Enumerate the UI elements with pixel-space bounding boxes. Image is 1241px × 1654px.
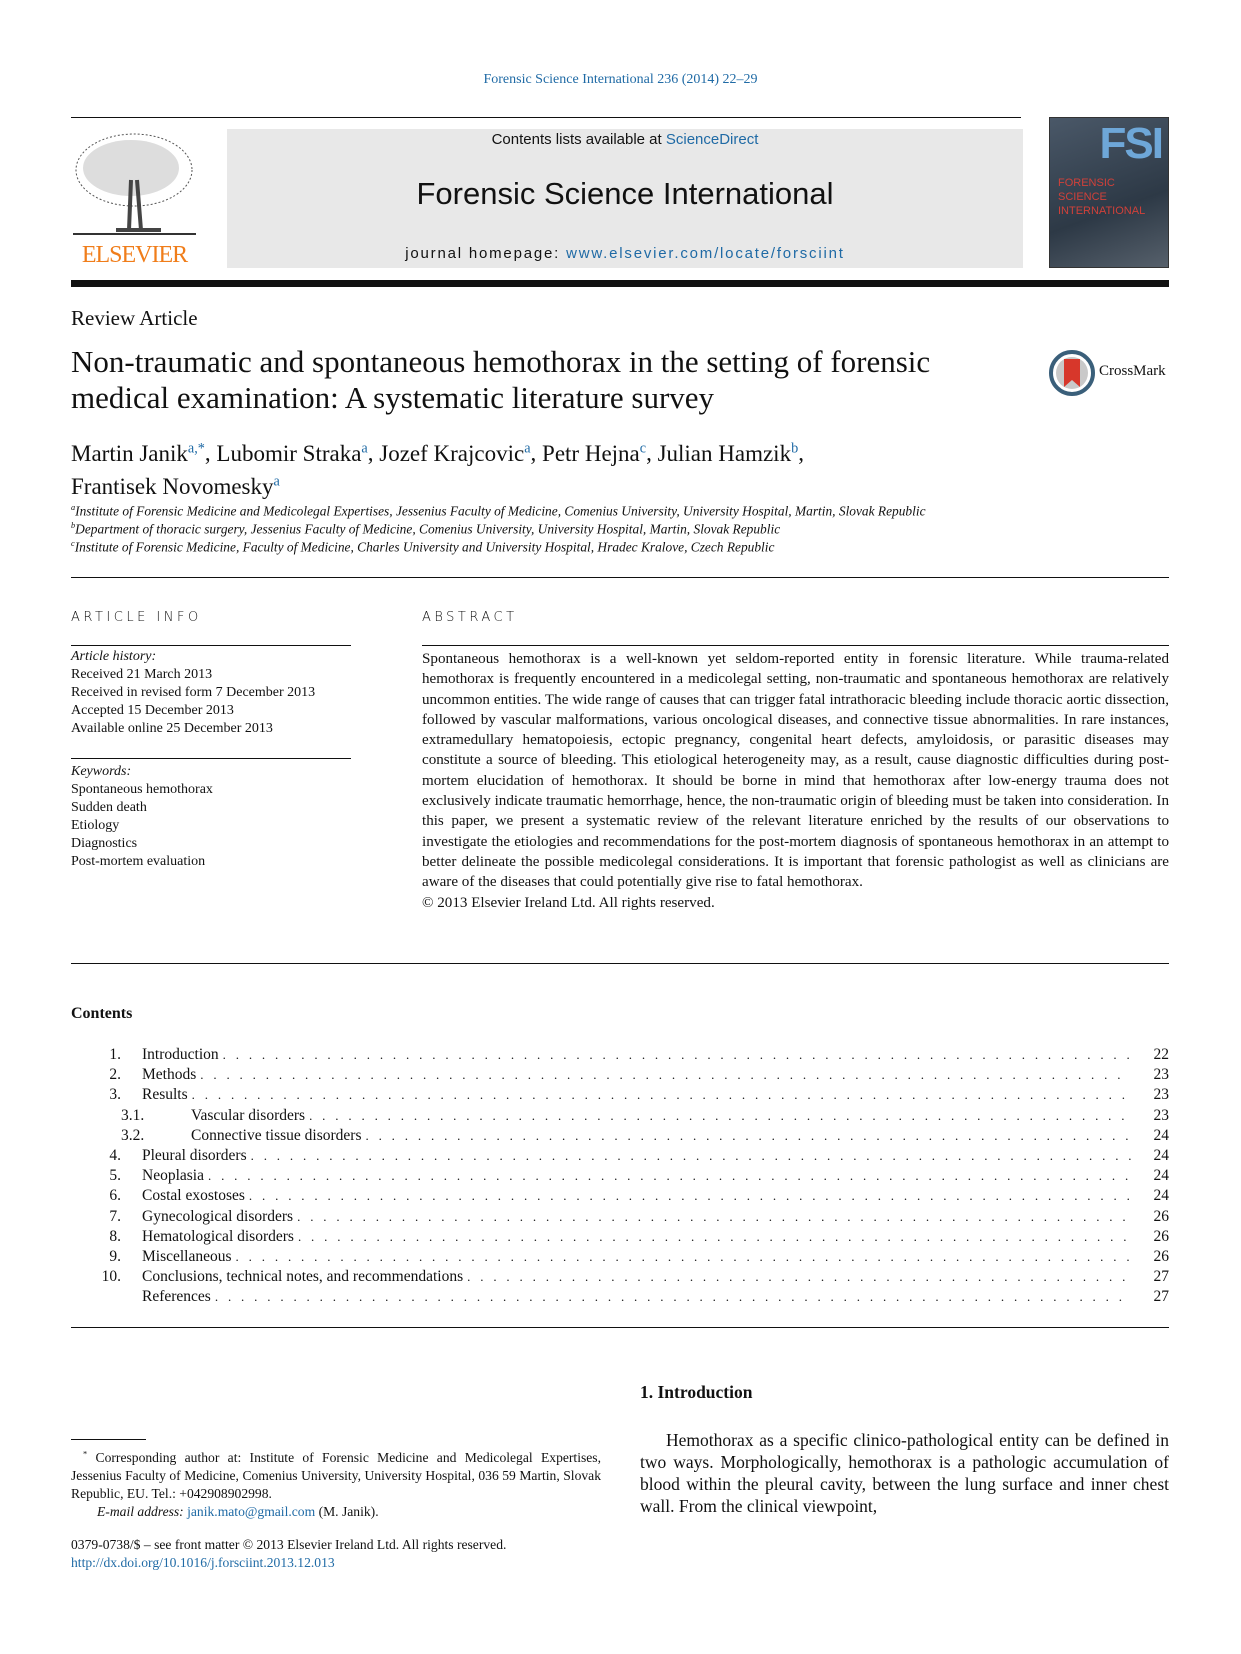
toc-number: 4. xyxy=(109,1147,121,1164)
toc-leader xyxy=(309,1108,1131,1124)
toc-label: Methods xyxy=(142,1066,197,1084)
crossmark-label: CrossMark xyxy=(1099,363,1166,379)
toc-leader xyxy=(208,1168,1131,1184)
author-sup: c xyxy=(639,440,647,456)
toc-page: 24 xyxy=(1153,1167,1169,1185)
keywords-rule xyxy=(71,758,351,759)
toc-leader xyxy=(215,1289,1131,1305)
toc-number: 8. xyxy=(109,1227,121,1245)
toc-number: 5. xyxy=(109,1167,121,1185)
author-name: Julian Hamzik xyxy=(657,440,792,466)
article-title: Non-traumatic and spontaneous hemothorax in the setting of forensic medical examination: A systematic literature survey xyxy=(71,344,931,415)
toc-item[interactable] xyxy=(71,1167,1169,1187)
cover-title: FORENSIC SCIENCE INTERNATIONAL xyxy=(1058,177,1146,217)
author[interactable] xyxy=(216,441,367,466)
toc-leader xyxy=(467,1269,1131,1285)
toc-item[interactable] xyxy=(71,1107,1169,1127)
section-heading-introduction: 1. Introduction xyxy=(640,1382,753,1402)
affiliation-text: Institute of Forensic Medicine and Medicolegal Expertises, Jessenius Faculty of Medicine, Comenius University, University Hospital, Martin, Slovak Republic xyxy=(75,503,926,519)
introduction-paragraph: Hemothorax as a specific clinico-pathological entity can be defined in two ways. Morphologically, hemothorax is a pathologic accumulation of blood within the pleural cavity, between the lung surface and inner chest wall. From the clinical viewpoint, xyxy=(640,1430,1169,1516)
abstract xyxy=(422,649,1169,913)
keyword[interactable]: Diagnostics xyxy=(71,836,138,851)
info-rule xyxy=(71,645,351,646)
toc-leader xyxy=(249,1188,1131,1204)
footnote-marker: * xyxy=(83,1448,88,1458)
history-item: Accepted 15 December 2013 xyxy=(71,703,234,718)
history-item: Received 21 March 2013 xyxy=(71,667,213,682)
toc-label: Miscellaneous xyxy=(142,1248,232,1265)
author[interactable] xyxy=(71,441,205,466)
crossmark-icon xyxy=(1049,350,1095,396)
journal-reference[interactable]: Forensic Science International 236 (2014) 22–29 xyxy=(483,72,758,87)
toc-number: 10. xyxy=(101,1268,121,1286)
history-label: Article history: xyxy=(71,649,157,664)
author-sup: a xyxy=(524,440,531,456)
affiliation xyxy=(71,521,780,537)
toc-label: Connective tissue disorders xyxy=(191,1126,362,1144)
toc-page: 23 xyxy=(1153,1066,1169,1084)
toc-number: 3. xyxy=(109,1086,121,1104)
toc-item[interactable] xyxy=(71,1086,1169,1106)
toc-label: Costal exostoses xyxy=(142,1187,245,1205)
toc-number: 7. xyxy=(109,1207,121,1225)
thick-rule xyxy=(71,280,1169,287)
affiliation xyxy=(71,503,926,519)
abstract-text: Spontaneous hemothorax is a well-known yet seldom-reported entity in forensic literature. While trauma-related hemothorax is frequently encountered in a medicolegal setting, non-traumatic and spontaneous hemothorax are relatively uncommon entities. The wide range of causes that can trigger fatal intrathoracic bleeding include thoracic aortic dissection, followed by vascular malformations, various oncological diseases, and connective tissue abnormalities. In rare instances, extramedullary hematopoiesis, ectopic pregnancy, congenital heart defects, amyloidosis, or parasitic diseases may constitute a source of bleeding. This etiological heterogeneity may, as a result, cause diagnostic difficulties during post-mortem elucidation of hemothorax. It should be borne in mind that hemothorax after low-energy trauma does not exclusively indicate traumatic hemorrhage, hence, the non-traumatic origin of bleeding must be taken into consideration. In this paper, we present a systematic review of the relevant literature enriched by the results of our observations to investigate the etiologies and recommendations for the post-mortem diagnosis of spontaneous hemothorax in an attempt to better delineate the possible medicolegal considerations. It is important that forensic pathologist as well as clinicians are aware of the diseases that could potentially give rise to fatal hemothorax. xyxy=(422,651,1169,891)
toc-number: 1. xyxy=(109,1046,121,1063)
toc-number: 3.1. xyxy=(121,1106,145,1124)
toc-page: 24 xyxy=(1153,1187,1169,1205)
toc-label: Hematological disorders xyxy=(142,1227,294,1245)
toc-label: Vascular disorders xyxy=(191,1106,306,1124)
affiliation xyxy=(71,539,774,555)
toc-page: 27 xyxy=(1153,1288,1169,1306)
toc-label: Conclusions, technical notes, and recommendations xyxy=(142,1268,464,1286)
toc-item[interactable] xyxy=(71,1288,1169,1308)
toc-item[interactable] xyxy=(71,1208,1169,1228)
top-rule xyxy=(71,117,1021,118)
toc-label: Neoplasia xyxy=(142,1167,204,1185)
toc-number: 9. xyxy=(109,1248,121,1265)
toc-page: 26 xyxy=(1153,1227,1169,1245)
elsevier-wordmark: ELSEVIER xyxy=(81,242,188,268)
toc-number: 2. xyxy=(109,1066,121,1084)
history-item: Received in revised form 7 December 2013 xyxy=(71,685,316,700)
email-label: E-mail address: xyxy=(97,1504,184,1520)
author-name: Frantisek Novomesky xyxy=(71,474,274,500)
toc-page: 23 xyxy=(1153,1106,1169,1124)
toc-label: Results xyxy=(142,1086,188,1104)
toc-label: References xyxy=(142,1288,211,1306)
article-info-heading: ARTICLE INFO xyxy=(71,610,202,625)
toc-page: 24 xyxy=(1153,1126,1169,1144)
contents-heading: Contents xyxy=(71,1005,133,1022)
author[interactable] xyxy=(542,441,646,466)
footnote xyxy=(71,1444,601,1522)
affiliation-text: Department of thoracic surgery, Jessenius Faculty of Medicine, Comenius University, University Hospital, Martin, Slovak Republic xyxy=(75,521,781,537)
toc-item[interactable] xyxy=(71,1066,1169,1086)
doi-link[interactable]: http://dx.doi.org/10.1016/j.forsciint.2013.12.013 xyxy=(71,1555,335,1570)
toc-leader xyxy=(251,1148,1131,1164)
toc-item[interactable] xyxy=(71,1248,1169,1268)
toc-label: Pleural disorders xyxy=(142,1147,247,1164)
sciencedirect-link[interactable]: ScienceDirect xyxy=(665,131,759,148)
article-type: Review Article xyxy=(71,306,198,330)
affiliation-text: Institute of Forensic Medicine, Faculty of Medicine, Charles University and University Hospital, Hradec Kralove, Czech Republic xyxy=(74,539,775,555)
toc-leader xyxy=(236,1249,1131,1265)
front-matter: 0379-0738/$ – see front matter © 2013 Elsevier Ireland Ltd. All rights reserved. xyxy=(71,1537,507,1552)
toc-leader xyxy=(297,1209,1131,1225)
divider xyxy=(71,963,1169,964)
toc-item[interactable] xyxy=(71,1127,1169,1147)
email-link[interactable]: janik.mato@gmail.com xyxy=(187,1504,316,1520)
toc-label: Introduction xyxy=(142,1046,219,1063)
author-name: Petr Hejna xyxy=(542,440,640,466)
toc-leader xyxy=(223,1047,1131,1063)
toc-item[interactable] xyxy=(71,1228,1169,1248)
cover-letters: FSI xyxy=(1099,119,1162,168)
author-name: Lubomir Straka xyxy=(216,440,362,466)
homepage-link[interactable]: www.elsevier.com/locate/forsciint xyxy=(566,245,845,262)
affiliation-sup: c xyxy=(71,539,75,548)
email-suffix: (M. Janik). xyxy=(315,1504,379,1520)
author[interactable] xyxy=(379,441,530,466)
toc-page: 23 xyxy=(1153,1086,1169,1104)
affiliation-sup: a xyxy=(71,503,76,512)
toc-item[interactable] xyxy=(71,1046,1169,1066)
toc-leader xyxy=(298,1229,1131,1245)
toc-page: 24 xyxy=(1153,1147,1169,1164)
footnote-text: Corresponding author at: Institute of Forensic Medicine and Medicolegal Expertises, Jessenius Faculty of Medicine, Comenius University, University Hospital, 036 59 Martin, Slovak Republic, EU. Tel.: +042908902998. xyxy=(71,1449,601,1502)
journal-cover[interactable] xyxy=(1049,117,1169,268)
toc-leader xyxy=(365,1128,1131,1144)
toc-page: 22 xyxy=(1153,1046,1169,1063)
contents-prefix: Contents lists available at xyxy=(491,131,666,148)
history-item: Available online 25 December 2013 xyxy=(71,721,273,736)
toc-number: 3.2. xyxy=(121,1126,145,1144)
toc-number: 6. xyxy=(109,1187,121,1205)
toc-label: Gynecological disorders xyxy=(142,1207,294,1225)
author-list: Martin Janik$^{a,*}$, Lubomir Straka$^a$, Jozef Krajcovic$^a$, Petr Hejna$^c$, Julian Hamzik$^b$, Frantisek Novomesky$^a$ xyxy=(71,440,804,500)
toc-item[interactable] xyxy=(71,1187,1169,1207)
toc-page: 26 xyxy=(1153,1248,1169,1265)
author-name: Jozef Krajcovic xyxy=(379,440,525,466)
affiliation-sup: b xyxy=(71,521,76,530)
divider xyxy=(71,1327,1169,1328)
keyword[interactable]: Sudden death xyxy=(71,800,147,815)
homepage-prefix: journal homepage: xyxy=(405,245,567,262)
author-name: Martin Janik xyxy=(71,440,188,466)
author-sup: a xyxy=(273,473,280,490)
keyword[interactable]: Spontaneous hemothorax xyxy=(71,782,213,797)
abstract-copyright: © 2013 Elsevier Ireland Ltd. All rights reserved. xyxy=(422,894,715,911)
divider xyxy=(71,577,1169,578)
contents-available xyxy=(227,131,1023,148)
toc-leader xyxy=(200,1067,1131,1083)
keyword[interactable]: Etiology xyxy=(71,818,120,833)
crossmark-button[interactable] xyxy=(1049,350,1174,396)
author-sup: a,* xyxy=(187,440,205,456)
toc-page: 26 xyxy=(1153,1207,1169,1225)
toc-item[interactable] xyxy=(71,1268,1169,1288)
journal-title: Forensic Science International xyxy=(416,176,834,211)
toc-item[interactable] xyxy=(71,1147,1169,1167)
author-sup: a xyxy=(361,440,368,456)
keywords-label: Keywords: xyxy=(71,764,132,779)
toc-page: 27 xyxy=(1153,1268,1169,1286)
footnote-rule xyxy=(71,1439,146,1440)
abstract-heading: ABSTRACT xyxy=(422,610,518,625)
journal-homepage xyxy=(227,245,1023,262)
author[interactable] xyxy=(71,474,280,499)
elsevier-logo xyxy=(71,130,198,268)
toc-leader xyxy=(192,1087,1131,1103)
keyword[interactable]: Post-mortem evaluation xyxy=(71,854,206,869)
author-sup: b xyxy=(791,440,799,456)
author[interactable] xyxy=(658,441,799,466)
abstract-rule xyxy=(422,645,1169,646)
